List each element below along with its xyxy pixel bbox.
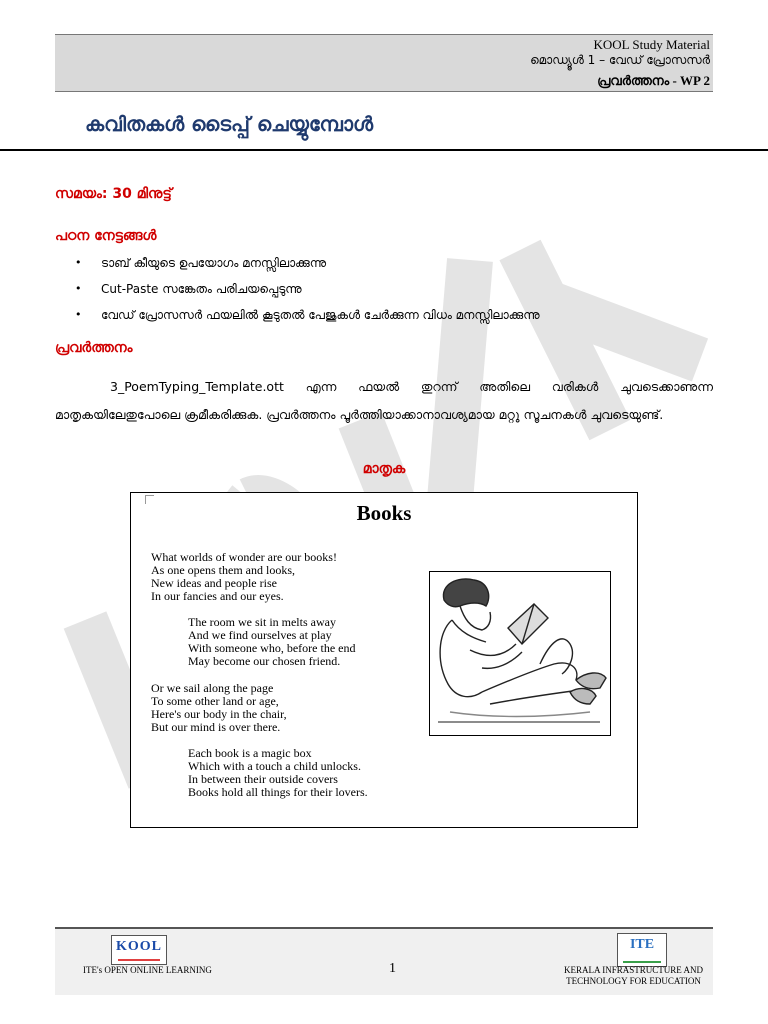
list-item: • Cut-Paste സങ്കേതം പരിചയപ്പെടുന്നു (75, 282, 302, 296)
header-activity-code: പ്രവർത്തനം - WP 2 (597, 73, 710, 88)
header-module: മൊഡ്യൂൾ 1 – വേഡ് പ്രോസസർ (530, 53, 710, 67)
poem-stanza-1: What worlds of wonder are our books! As one opens them and looks, New ideas and people rise In our fancies and our eyes. (151, 550, 337, 603)
poem-template-frame (130, 492, 638, 828)
list-item: • ടാബ് കീയുടെ ഉപയോഗം മനസ്സിലാക്കുന്നു (75, 256, 327, 270)
ite-logo: ITE (617, 933, 667, 967)
footer-right-text: KERALA INFRASTRUCTURE AND TECHNOLOGY FOR EDUCATION (563, 965, 703, 986)
list-item: • വേഡ് പ്രോസസർ ഫയലിൽ കൂടുതൽ പേജുകൾ ചേർക്കുന്ന വിധം മനസ്സിലാക്കുന്നു (75, 308, 540, 322)
page-header (55, 34, 713, 92)
page-number: 1 (389, 961, 396, 976)
bullet-icon: • (75, 256, 82, 269)
bullet-icon: • (75, 282, 82, 295)
footer-divider (55, 927, 713, 929)
bullet-icon: • (75, 308, 82, 321)
title-divider (0, 149, 768, 151)
kool-logo: KOOL (111, 935, 167, 965)
document-title: കവിതകൾ ടൈപ്പ് ചെയ്യുമ്പോൾ (85, 112, 374, 136)
footer-left-text: ITE's OPEN ONLINE LEARNING (83, 965, 212, 975)
poem-title: Books (356, 501, 412, 525)
header-study-material: KOOL Study Material (593, 37, 710, 52)
poem-stanza-3: Or we sail along the page To some other land or age, Here's our body in the chair, But our mind is over there. (151, 681, 287, 734)
activity-paragraph: 3_PoemTyping_Template.ott എന്ന ഫയൽ തുറന്ന് അതിലെ വരികൾ ചുവടെക്കാണുന്ന മാതൃകയിലേതുപോലെ ക്രമീകരിക്കുക. പ്രവർത്തനം പൂർത്തിയാക്കാനാവശ്യമായ മറ്റു സൂചനകൾ ചുവടെയുണ്ട്. (55, 379, 713, 422)
time-allotted: സമയം: 30 മിനുട്ട് (55, 186, 172, 202)
learning-outcomes-list (75, 256, 540, 334)
boy-reading-illustration (429, 571, 611, 736)
template-label: മാതൃക (362, 461, 406, 477)
poem-stanza-4: Each book is a magic box Which with a touch a child unlocks. In between their outside covers Books hold all things for their lovers. (188, 746, 368, 799)
activity-heading: പ്രവർത്തനം (55, 340, 133, 356)
poem-stanza-2: The room we sit in melts away And we find ourselves at play With someone who, before the end May become our chosen friend. (188, 615, 356, 668)
learning-outcomes-heading: പഠന നേട്ടങ്ങൾ (55, 228, 157, 244)
